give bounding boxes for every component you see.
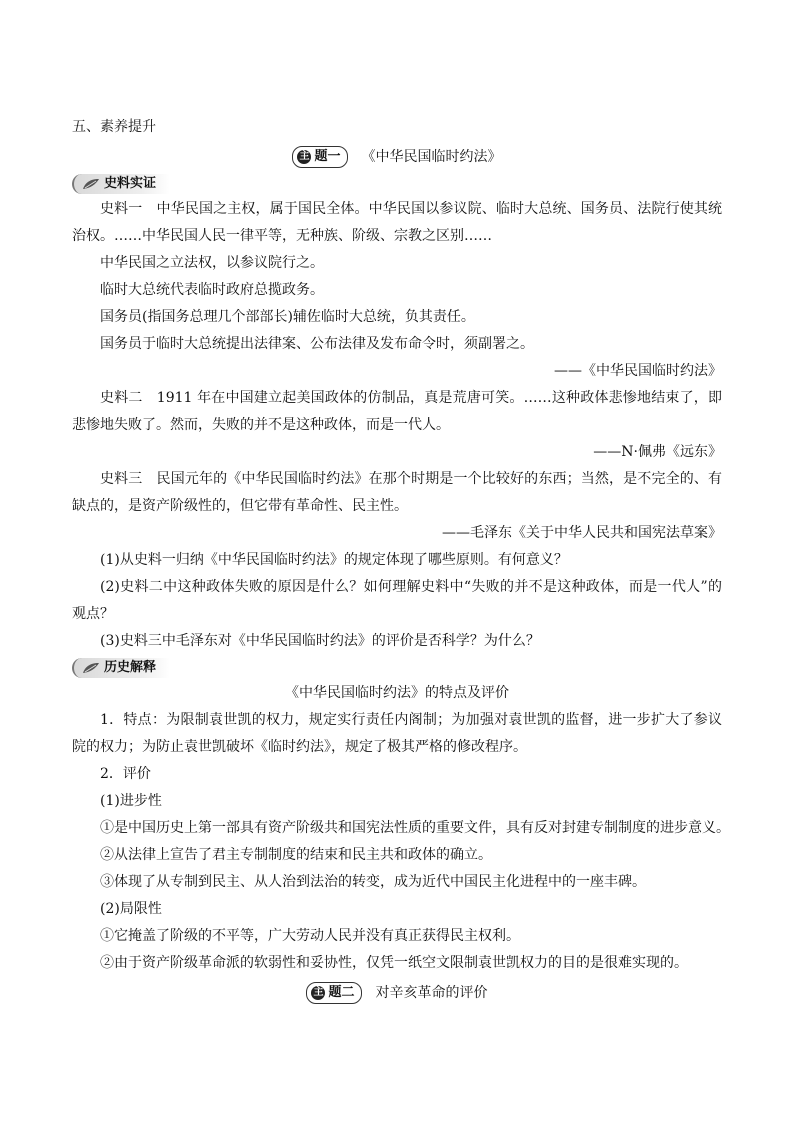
question-1: (1)从史料一归纳《中华民国临时约法》的规定体现了哪些原则。有何意义？ (100, 552, 568, 568)
limit-heading: (2)局限性 (100, 901, 162, 917)
question-3: (3)史料三中毛泽东对《中华民国临时约法》的评价是否科学？为什么？ (100, 633, 540, 649)
progress-item-3: ③体现了从专制到民主、从人治到法治的转变，成为近代中国民主化进程中的一座丰碑。 (100, 874, 646, 890)
feature-paragraph: 1．特点：为限制袁世凯的权力，规定实行责任内阁制；为加强对袁世凯的监督，进一步扩大了参议院的权力；为防止袁世凯破坏《临时约法》，规定了极其严格的修改程序。 (72, 712, 722, 755)
tag-historical-explanation (72, 658, 170, 678)
tag-label: 史料实证 (104, 176, 157, 191)
theme-one-badge (292, 146, 347, 168)
theme-badge-char: 主 (299, 150, 310, 162)
theme-two-heading (72, 979, 722, 1007)
tag-historical-evidence (72, 174, 170, 194)
progress-heading: (1)进步性 (100, 793, 162, 809)
leaf-icon (82, 178, 100, 190)
theme-one-heading (72, 143, 722, 171)
source-one-paragraph: 史料一 中华民国之主权，属于国民全体。中华民国以参议院、临时大总统、国务员、法院行使其统治权。……中华民国人民一律平等，无种族、阶级、宗教之区别…… (72, 201, 722, 244)
evaluation-heading: 2．评价 (100, 766, 151, 782)
source-two-paragraph: 史料二 1911 年在中国建立起美国政体的仿制品，真是荒唐可笑。……这种政体悲惨地结束了，即悲惨地失败了。然而，失败的并不是这种政体，而是一代人。 (72, 390, 722, 433)
section-title: 五、素养提升 (72, 119, 156, 135)
progress-item-2: ②从法律上宣告了君主专制制度的结束和民主共和政体的确立。 (100, 847, 492, 863)
source-one-line-2: 中华民国之立法权，以参议院行之。 (100, 255, 324, 271)
document-page (72, 112, 730, 1007)
source-one-line-3: 临时大总统代表临时政府总揽政务。 (100, 282, 324, 298)
source-one-line-4: 国务员(指国务总理几个部部长)辅佐临时大总统，负其责任。 (100, 309, 475, 325)
theme-badge-label: 题二 (328, 985, 355, 1000)
progress-item-1: ①是中国历史上第一部具有资产阶级共和国宪法性质的重要文件，具有反对封建专制制度的进步意义。 (100, 820, 730, 836)
theme-badge-char: 主 (313, 986, 324, 998)
theme-one-title: 《中华民国临时约法》 (361, 149, 502, 165)
source-three-paragraph: 史料三 民国元年的《中华民国临时约法》在那个时期是一个比较好的东西；当然，是不完全的、有缺点的，是资产阶级性的，但它带有革命性、民主性。 (72, 471, 722, 514)
theme-badge-label: 题一 (314, 149, 341, 164)
source-two-attribution: ——N·佩弗《远东》 (593, 444, 722, 460)
theme-two-badge (306, 982, 361, 1004)
theme-two-title: 对辛亥革命的评价 (375, 985, 488, 1001)
leaf-icon (82, 662, 100, 674)
source-one-attribution: ——《中华民国临时约法》 (554, 363, 722, 379)
question-2: (2)史料二中这种政体失败的原因是什么？如何理解史料中“失败的并不是这种政体，而是一代人”的观点？ (72, 579, 722, 622)
explanation-title: 《中华民国临时约法》的特点及评价 (285, 685, 509, 701)
source-three-attribution: ——毛泽东《关于中华人民共和国宪法草案》 (442, 525, 722, 541)
limit-item-1: ①它掩盖了阶级的不平等，广大劳动人民并没有真正获得民主权利。 (100, 928, 520, 944)
source-one-line-5: 国务员于临时大总统提出法律案、公布法律及发布命令时，须副署之。 (100, 336, 534, 352)
tag-label: 历史解释 (104, 660, 157, 675)
limit-item-2: ②由于资产阶级革命派的软弱性和妥协性，仅凭一纸空文限制袁世凯权力的目的是很难实现的。 (100, 955, 688, 971)
